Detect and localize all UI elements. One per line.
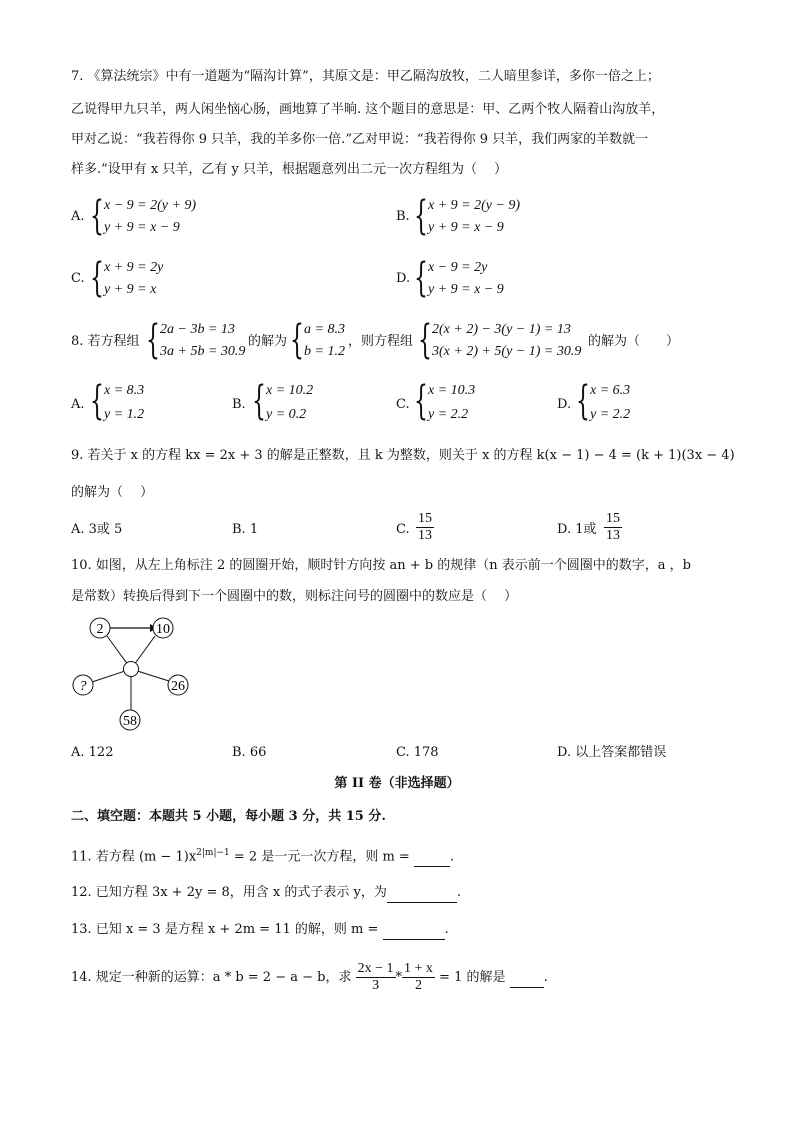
q8-option-d-eq2: y = 2.2 [590,407,631,422]
q11-exponent: 2|m|−1 [196,848,230,858]
node-10-label: 10 [156,622,170,637]
q11 [71,844,454,867]
q8-mid1: 的解为 [248,334,288,349]
brace-icon: { [414,255,428,301]
q8-option-d-eq1: x = 6.3 [590,383,631,398]
q13-end: . [444,922,449,937]
q7-line2: 乙说得甲九只羊，两人闲坐恼心肠，画地算了半晌. 这个题目的意思是：甲、乙两个牧人隔着山沟放羊， [71,102,665,117]
q14-answer-blank[interactable] [510,969,544,988]
q11-answer-blank[interactable] [414,848,450,867]
q14-f2-numerator: 1 + x [404,961,433,976]
q8-option-a-eq2: y = 1.2 [104,407,145,422]
brace-icon: { [290,317,304,363]
brace-icon: { [252,378,266,424]
q14-post: = 1 的解是 [434,970,510,985]
q9-option-d-denominator: 13 [606,528,620,543]
q7-line1: 7. 《算法统宗》中有一道题为“隔沟计算”，其原文是：甲乙隔沟放牧，二人暗里参详，多你一倍之上； [71,69,660,84]
q7-option-d-eq1: x − 9 = 2y [428,260,488,275]
q12 [71,884,461,903]
q8-suffix: 的解为（ ） [588,334,680,349]
q10-option-d: D. 以上答案都错误 [557,745,667,760]
q14-star: * [395,970,403,985]
q11-end: . [449,849,455,865]
q8-option-b-label: B. [232,397,246,412]
q8-option-a-eq1: x = 8.3 [104,383,145,398]
q8-option-b-eq1: x = 10.2 [266,383,314,398]
node-26-label: 26 [171,679,185,694]
brace-icon: { [90,378,104,424]
q12-answer-blank[interactable] [387,884,457,903]
q8-option-c-eq2: y = 2.2 [428,407,469,422]
q9-option-c-label: C. [396,522,410,537]
q10-line2: 是常数）转换后得到下一个圆圈中的数，则标注问号的圆圈中的数应是（ ） [71,589,518,604]
q14-f2-denominator: 2 [414,978,422,993]
node-58-label: 58 [123,714,137,729]
q9-option-d-fraction [604,511,622,544]
q9-option-c-denominator: 13 [418,528,432,543]
q8-sys2-eq1: a = 8.3 [304,322,345,337]
q7-option-c-label: C. [71,271,85,286]
q11-post: = 2 是一元一次方程，则 m = [229,849,414,865]
q13-answer-blank[interactable] [383,921,445,940]
q14-end: . [543,970,548,985]
q7-option-c-eq2: y + 9 = x [104,282,157,297]
q13-text: 13. 已知 x = 3 是方程 x + 2m = 11 的解，则 m = [71,922,383,937]
q7-line4: 样多.”设甲有 x 只羊，乙有 y 只羊，根据题意列出二元一次方程组为（ ） [71,162,508,177]
q8-sys2-eq2: b = 1.2 [304,344,345,359]
brace-icon: { [418,317,432,363]
q10-option-b: B. 66 [232,745,267,760]
node-2-label: 2 [96,622,104,637]
q8-option-c-label: C. [396,397,410,412]
q9-option-c-numerator: 15 [418,511,432,526]
q7-option-b-eq2: y + 9 = x − 9 [428,220,504,235]
q14-f1-denominator: 3 [372,978,380,993]
q13 [71,921,449,940]
q7-option-a-eq2: y + 9 = x − 9 [104,220,180,235]
q12-end: . [456,885,461,900]
q8-sys1-eq1: 2a − 3b = 13 [160,322,235,337]
q9-option-b: B. 1 [232,522,259,537]
brace-icon: { [414,193,428,239]
brace-icon: { [90,193,104,239]
q8-sys1-eq2: 3a + 5b = 30.9 [160,344,246,359]
q7-option-a-label: A. [71,209,85,224]
q7-option-b-eq1: x + 9 = 2(y − 9) [428,198,521,213]
q8-option-c-eq1: x = 10.3 [428,383,476,398]
q10-option-c: C. 178 [396,745,439,760]
q10-line1: 10. 如图，从左上角标注 2 的圆圈开始，顺时针方向按 an + b 的规律（n 表示前一个圆圈中的数字，a ，b [71,558,691,573]
q9-option-d-label: D. 1或 [557,522,597,537]
q9-line2: 的解为（ ） [71,485,154,500]
q7-line3: 甲对乙说：“我若得你 9 只羊，我的羊多你一倍.”乙对甲说：“我若得你 9 只羊，我们两家的羊数就一 [71,132,649,147]
q14-f1-numerator: 2x − 1 [357,961,394,976]
node-question-label: ? [79,679,87,694]
part2-title: 第 II 卷（非选择题） [334,776,460,791]
q7-option-b-label: B. [396,209,410,224]
q7-option-a-eq1: x − 9 = 2(y + 9) [104,198,197,213]
q12-text: 12. 已知方程 3x + 2y = 8，用含 x 的式子表示 y，为 [71,885,387,900]
q7-option-c-eq1: x + 9 = 2y [104,260,164,275]
q14-fraction-1 [356,961,396,994]
q7-option-d-label: D. [396,271,411,286]
center-node [124,662,139,677]
section-title-fill-in: 二、填空题：本题共 5 小题，每小题 3 分，共 15 分. [71,809,386,824]
q8-option-b-eq2: y = 0.2 [266,407,307,422]
q8-sys3-eq2: 3(x + 2) + 5(y − 1) = 30.9 [432,344,582,359]
brace-icon: { [90,255,104,301]
q8-option-a-label: A. [71,397,85,412]
brace-icon: { [146,317,160,363]
q14-pre: 14. 规定一种新的运算：a * b = 2 − a − b，求 [71,970,352,985]
q10-option-a: A. 122 [71,745,114,760]
q9-line1: 9. 若关于 x 的方程 kx = 2x + 3 的解是正整数，且 k 为整数，则关于 x 的方程 k(x − 1) − 4 = (k + 1)(3x − 4) [71,448,735,463]
q14-fraction-2 [402,961,435,994]
q8-prefix: 8. 若方程组 [71,334,140,349]
q9-option-c-fraction [416,511,434,544]
q8-mid2: ，则方程组 [348,334,414,349]
q8-sys3-eq1: 2(x + 2) − 3(y − 1) = 13 [432,322,571,337]
brace-icon: { [576,378,590,424]
q8-option-d-label: D. [557,397,572,412]
circle-diagram [60,610,200,740]
brace-icon: { [414,378,428,424]
q9-option-d-numerator: 15 [606,511,620,526]
q14 [71,958,548,998]
q11-pre: 11. 若方程 (m − 1)x [71,849,197,865]
q9-option-a: A. 3或 5 [71,522,123,537]
q7-option-d-eq2: y + 9 = x − 9 [428,282,504,297]
